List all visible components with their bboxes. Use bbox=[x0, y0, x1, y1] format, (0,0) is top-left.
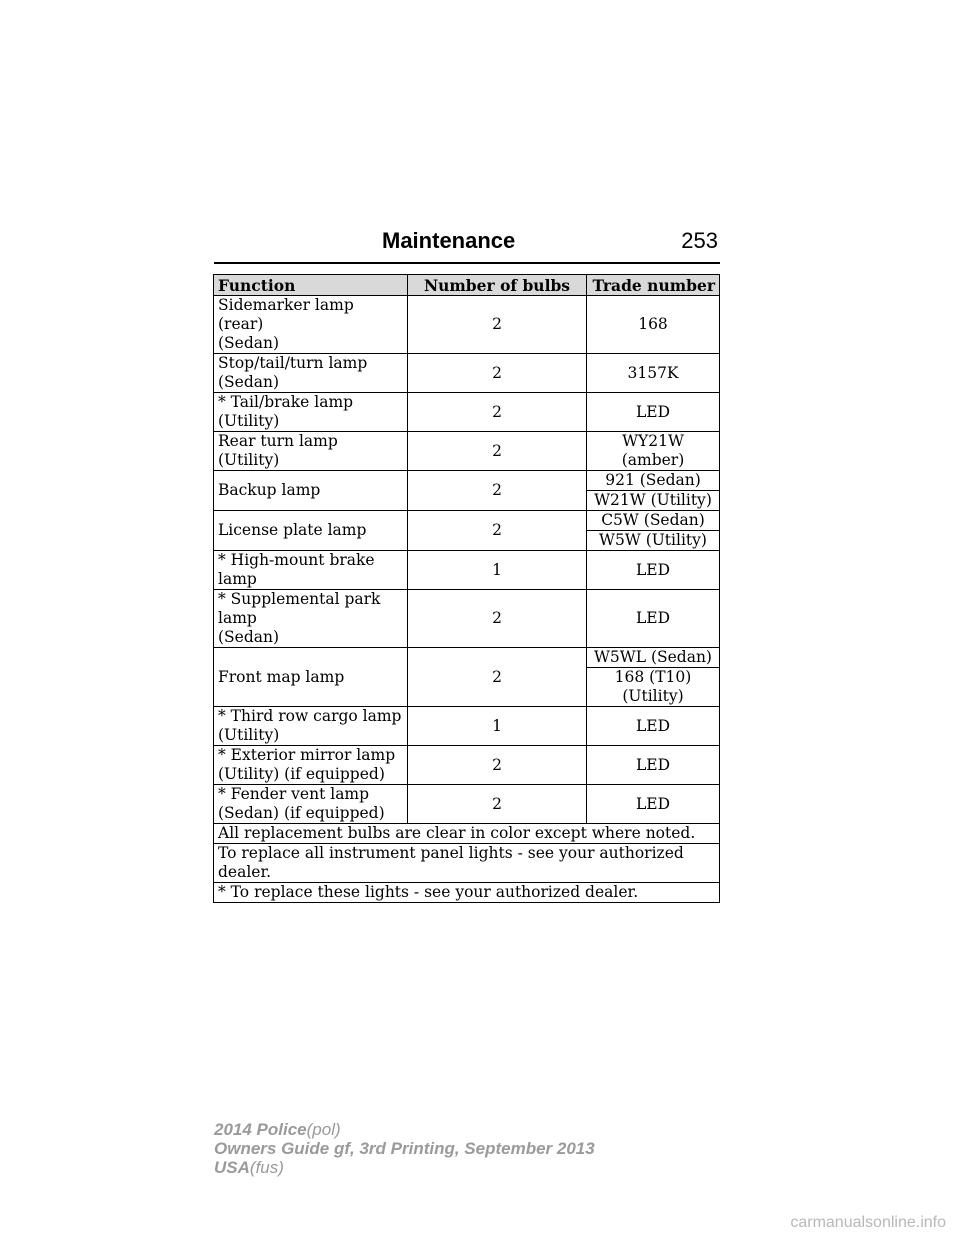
trade-number-cell: W5W (Utility) bbox=[587, 531, 720, 551]
trade-number-cell: LED bbox=[587, 551, 720, 590]
table-row bbox=[214, 707, 720, 746]
table-note-row bbox=[214, 844, 720, 883]
bulb-count-cell: 2 bbox=[408, 648, 587, 707]
table-note: All replacement bulbs are clear in color except where noted. bbox=[214, 824, 720, 844]
table-row bbox=[214, 746, 720, 785]
bulb-count-cell: 2 bbox=[408, 511, 587, 551]
table-row bbox=[214, 432, 720, 471]
trade-number-cell: W21W (Utility) bbox=[587, 491, 720, 511]
bulb-count-cell: 2 bbox=[408, 746, 587, 785]
function-cell: Backup lamp bbox=[214, 471, 408, 511]
function-cell: Front map lamp bbox=[214, 648, 408, 707]
table-note-row bbox=[214, 883, 720, 903]
document-footer bbox=[214, 1120, 595, 1177]
trade-number-cell: WY21W (amber) bbox=[587, 432, 720, 471]
bulb-count-cell: 2 bbox=[408, 590, 587, 648]
page-number: 253 bbox=[681, 228, 718, 253]
bulb-count-cell: 2 bbox=[408, 296, 587, 354]
table-note-row bbox=[214, 824, 720, 844]
table-row bbox=[214, 785, 720, 824]
table-row bbox=[214, 393, 720, 432]
watermark: carmanualsonline.info bbox=[790, 1214, 946, 1231]
function-cell: Sidemarker lamp (rear) (Sedan) bbox=[214, 296, 408, 354]
bulb-count-cell: 1 bbox=[408, 551, 587, 590]
bulb-table bbox=[213, 274, 720, 903]
function-cell: Stop/tail/turn lamp (Sedan) bbox=[214, 354, 408, 393]
table-row bbox=[214, 511, 720, 531]
trade-number-cell: LED bbox=[587, 707, 720, 746]
table-row bbox=[214, 354, 720, 393]
footer-line-guide: Owners Guide gf, 3rd Printing, September 2013 bbox=[214, 1139, 595, 1158]
function-cell: * Tail/brake lamp (Utility) bbox=[214, 393, 408, 432]
bulb-count-cell: 2 bbox=[408, 471, 587, 511]
table-header-row bbox=[214, 275, 720, 296]
trade-number-cell: 3157K bbox=[587, 354, 720, 393]
function-cell: * Supplemental park lamp (Sedan) bbox=[214, 590, 408, 648]
bulb-count-cell: 1 bbox=[408, 707, 587, 746]
bulb-count-cell: 2 bbox=[408, 354, 587, 393]
function-cell: * Fender vent lamp (Sedan) (if equipped) bbox=[214, 785, 408, 824]
trade-number-cell: LED bbox=[587, 785, 720, 824]
function-cell: * Third row cargo lamp (Utility) bbox=[214, 707, 408, 746]
function-cell: License plate lamp bbox=[214, 511, 408, 551]
trade-number-cell: C5W (Sedan) bbox=[587, 511, 720, 531]
footer-line-market: USA(fus) bbox=[214, 1158, 284, 1177]
bulb-count-cell: 2 bbox=[408, 432, 587, 471]
table-row bbox=[214, 471, 720, 491]
footer-line-model: 2014 Police(pol) bbox=[214, 1120, 341, 1139]
table-note: To replace all instrument panel lights - see your authorized dealer. bbox=[214, 844, 720, 883]
trade-number-cell: 921 (Sedan) bbox=[587, 471, 720, 491]
table-note: * To replace these lights - see your authorized dealer. bbox=[214, 883, 720, 903]
table-row bbox=[214, 296, 720, 354]
trade-number-cell: LED bbox=[587, 746, 720, 785]
table-row bbox=[214, 590, 720, 648]
table-row bbox=[214, 648, 720, 668]
table-row bbox=[214, 551, 720, 590]
column-header-number-of-bulbs: Number of bulbs bbox=[408, 275, 587, 296]
section-title: Maintenance bbox=[382, 228, 516, 253]
column-header-function: Function bbox=[214, 275, 408, 296]
trade-number-cell: LED bbox=[587, 393, 720, 432]
trade-number-cell: LED bbox=[587, 590, 720, 648]
function-cell: Rear turn lamp (Utility) bbox=[214, 432, 408, 471]
bulb-count-cell: 2 bbox=[408, 785, 587, 824]
trade-number-cell: 168 bbox=[587, 296, 720, 354]
trade-number-cell: W5WL (Sedan) bbox=[587, 648, 720, 668]
page-header bbox=[214, 228, 720, 264]
function-cell: * High-mount brake lamp bbox=[214, 551, 408, 590]
column-header-trade-number: Trade number bbox=[587, 275, 720, 296]
bulb-count-cell: 2 bbox=[408, 393, 587, 432]
function-cell: * Exterior mirror lamp (Utility) (if equipped) bbox=[214, 746, 408, 785]
trade-number-cell: 168 (T10) (Utility) bbox=[587, 668, 720, 707]
